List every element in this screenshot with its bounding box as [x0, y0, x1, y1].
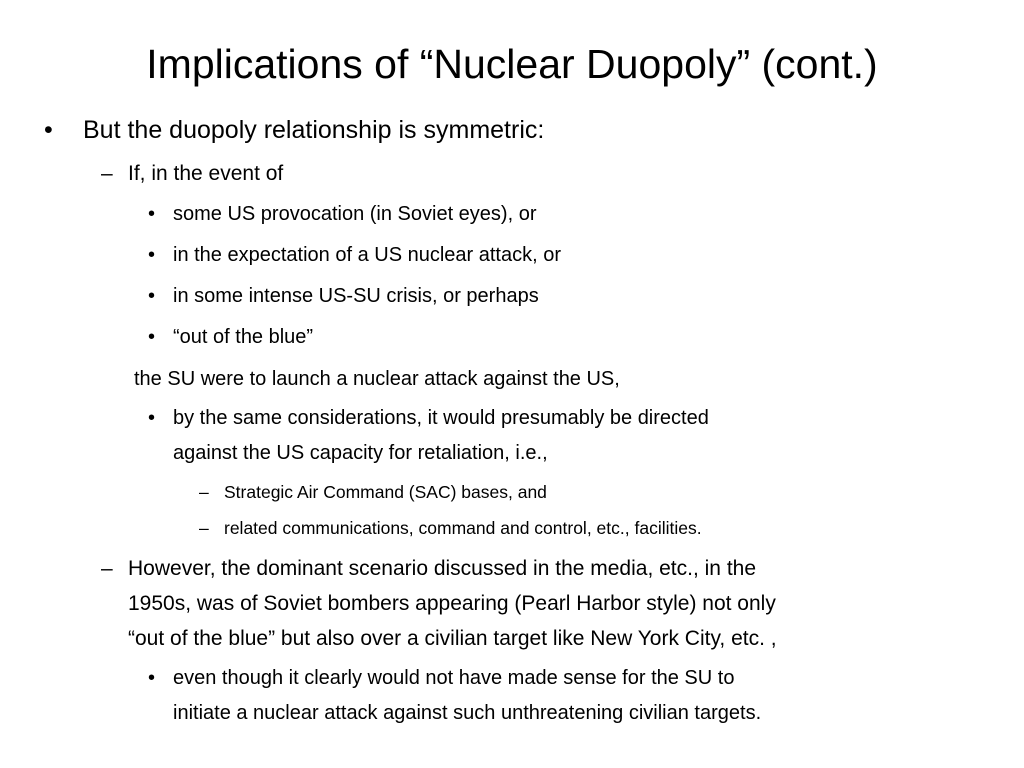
subpoint-text-line-2: 1950s, was of Soviet bombers appearing (Pearl Harbor style) not only [128, 592, 776, 615]
bullet-marker: • [148, 407, 156, 429]
dash-marker: – [199, 482, 209, 502]
bullet-marker: • [148, 326, 156, 348]
bullet-text: “out of the blue” [173, 326, 314, 348]
subpoint-text-line-3: “out of the blue” but also over a civilian target like New York City, etc. , [128, 627, 777, 650]
bullet-text: But the duopoly relationship is symmetric: [83, 116, 545, 144]
dash-marker: – [101, 557, 113, 580]
bullet-marker: • [148, 244, 156, 266]
bullet-text-line-2: against the US capacity for retaliation, i.e., [173, 442, 548, 464]
subpoint-text: Strategic Air Command (SAC) bases, and [224, 482, 547, 502]
continuation-line: the SU were to launch a nuclear attack against the US, [134, 368, 620, 390]
bullet-text: in the expectation of a US nuclear attack, or [173, 244, 561, 266]
dash-marker: – [199, 518, 209, 538]
subpoint-text: related communications, command and control, etc., facilities. [224, 518, 702, 538]
bullet-text: some US provocation (in Soviet eyes), or [173, 203, 537, 225]
bullet-marker: • [148, 285, 156, 307]
bullet-marker: • [44, 116, 53, 144]
bullet-text-line-1: even though it clearly would not have made sense for the SU to [173, 667, 735, 689]
bullet-text: in some intense US-SU crisis, or perhaps [173, 285, 539, 307]
dash-marker: – [101, 162, 113, 185]
bullet-text-line-1: by the same considerations, it would presumably be directed [173, 407, 709, 429]
bullet-text-line-2: initiate a nuclear attack against such unthreatening civilian targets. [173, 702, 762, 724]
subpoint-text: If, in the event of [128, 162, 284, 185]
bullet-marker: • [148, 667, 156, 689]
subpoint-text-line-1: However, the dominant scenario discussed in the media, etc., in the [128, 557, 757, 580]
slide-title: Implications of “Nuclear Duopoly” (cont.) [146, 41, 878, 87]
bullet-marker: • [148, 203, 156, 225]
